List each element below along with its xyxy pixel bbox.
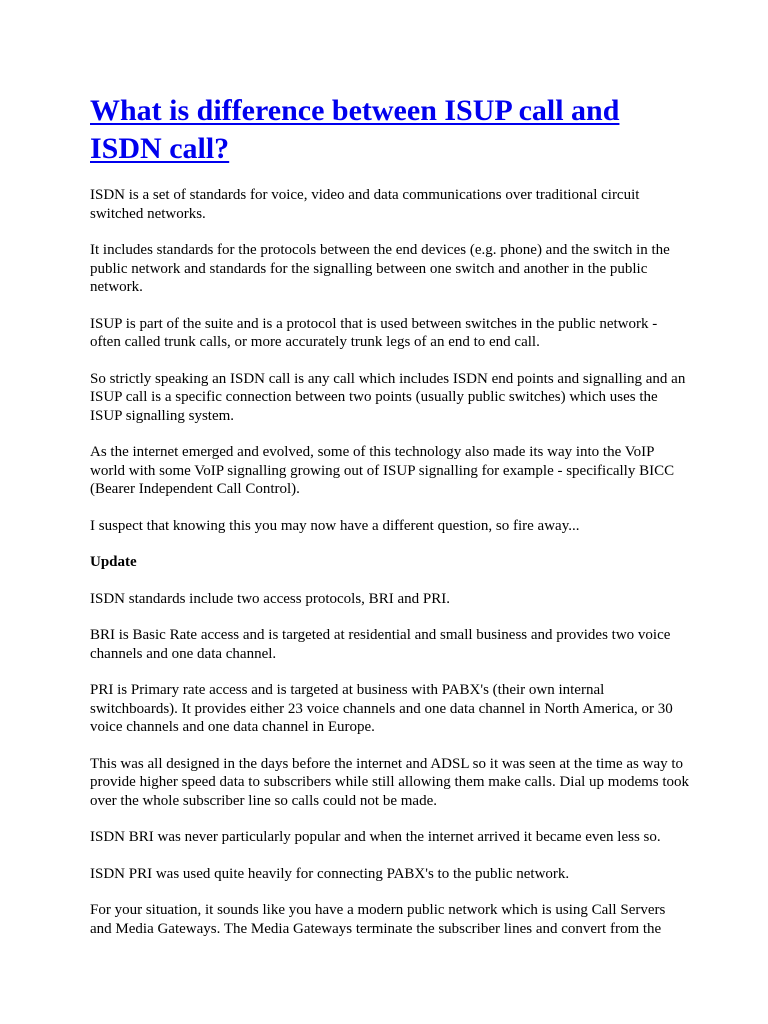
paragraph-bri: BRI is Basic Rate access and is targeted at residential and small business and provides two voice channels and one data channel. bbox=[90, 627, 671, 662]
paragraph-isdn-standards: It includes standards for the protocols between the end devices (e.g. phone) and the switch in the public network and standards for the signalling between one switch and another in the public network. bbox=[90, 242, 670, 295]
paragraph-your-situation: For your situation, it sounds like you have a modern public network which is using Call Servers and Media Gateways. The Media Gateways terminate the subscriber lines and convert from the bbox=[90, 902, 666, 937]
paragraph-pri-usage: ISDN PRI was used quite heavily for connecting PABX's to the public network. bbox=[90, 865, 570, 882]
document-page bbox=[90, 92, 690, 956]
section-heading-update: Update bbox=[90, 554, 137, 570]
paragraph-history: This was all designed in the days before the internet and ADSL so it was seen at the time as way to provide higher speed data to subscribers while still allowing them make calls. Dial up modems took over the whole subscriber line so calls could not be made. bbox=[90, 755, 690, 809]
paragraph-access-protocols: ISDN standards include two access protocols, BRI and PRI. bbox=[90, 590, 450, 607]
paragraph-bri-popularity: ISDN BRI was never particularly popular and when the internet arrived it became even less so. bbox=[90, 829, 661, 845]
paragraph-isdn-vs-isup: So strictly speaking an ISDN call is any call which includes ISDN end points and signalling and an ISUP call is a specific connection between two points (usually public switches) which uses the ISUP signalling system. bbox=[90, 370, 686, 424]
paragraph-isup-definition: ISUP is part of the suite and is a protocol that is used between switches in the public network - often called trunk calls, or more accurately trunk legs of an end to end call. bbox=[90, 315, 658, 350]
paragraph-closing-question: I suspect that knowing this you may now have a different question, so fire away... bbox=[90, 517, 580, 534]
paragraph-voip-bicc: As the internet emerged and evolved, some of this technology also made its way into the VoIP world with some VoIP signalling growing out of ISUP signalling for example - specifically BICC (Bearer Independent Call Control). bbox=[90, 444, 675, 497]
paragraph-isdn-definition: ISDN is a set of standards for voice, video and data communications over traditional circuit switched networks. bbox=[90, 187, 640, 222]
paragraph-pri: PRI is Primary rate access and is targeted at business with PABX's (their own internal switchboards). It provides either 23 voice channels and one data channel in North America, or 30 voice channels and one data channel in Europe. bbox=[90, 682, 673, 735]
page-title-link[interactable]: What is difference between ISUP call and ISDN call? bbox=[90, 94, 620, 165]
